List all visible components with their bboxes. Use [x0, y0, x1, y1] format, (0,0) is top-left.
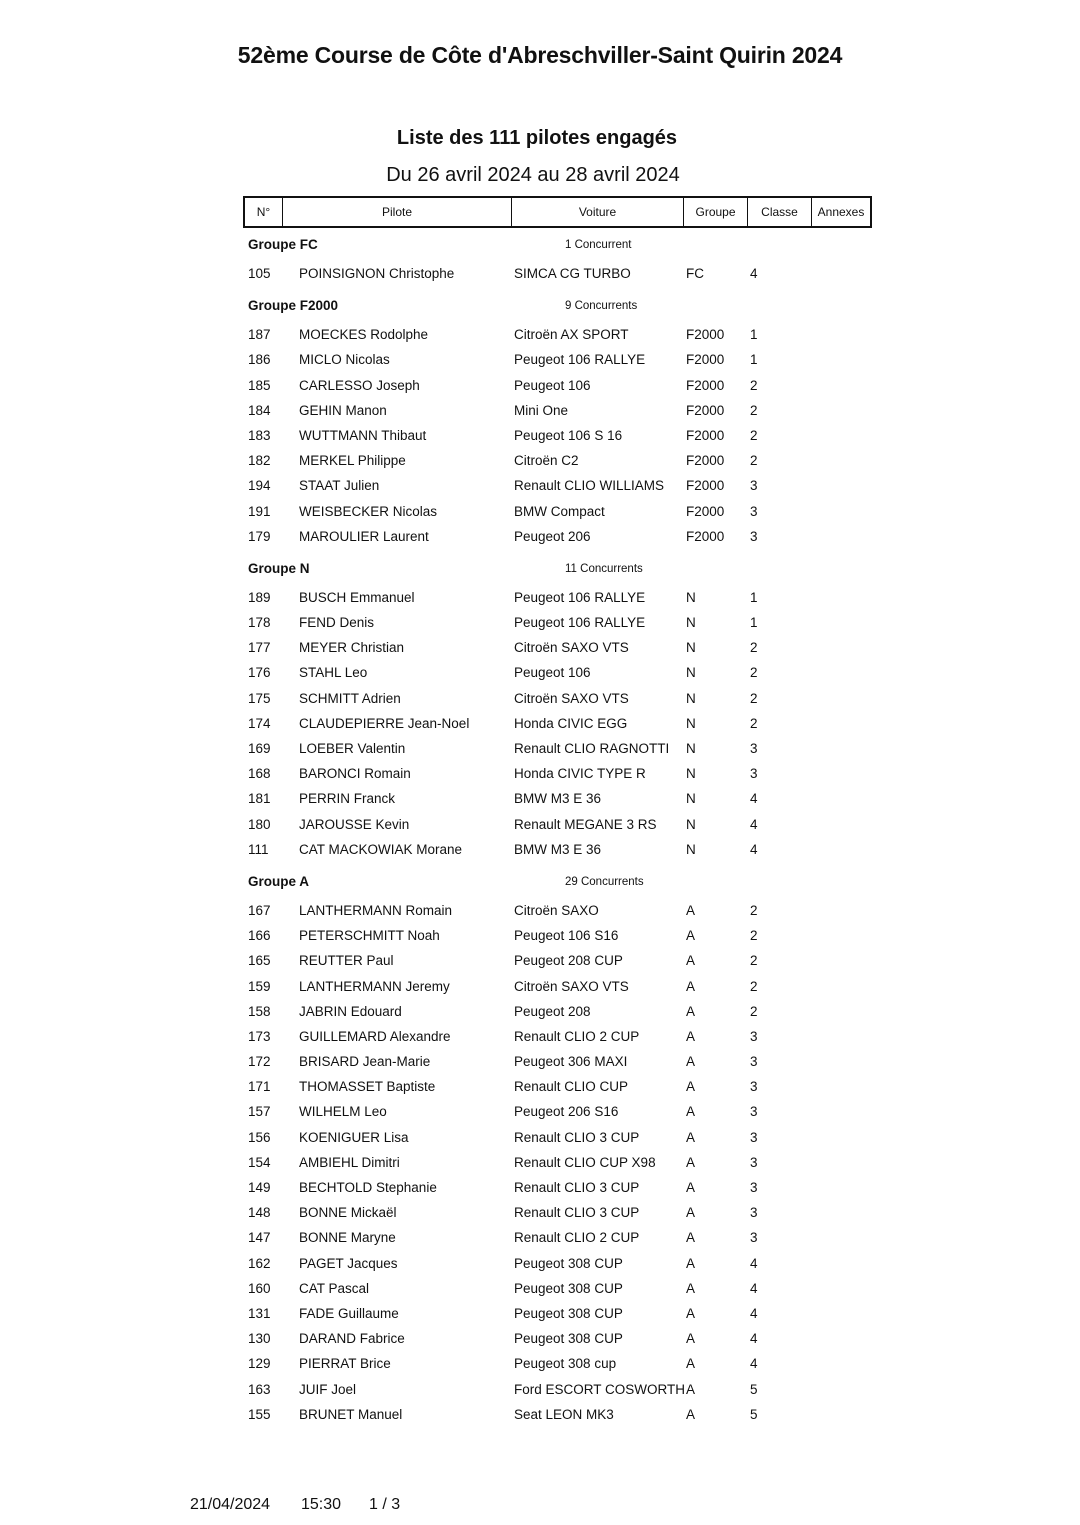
cell-pilote: MAROULIER Laurent: [299, 528, 429, 544]
cell-groupe: A: [686, 1255, 696, 1271]
cell-num: 168: [248, 766, 271, 782]
cell-groupe: N: [686, 589, 696, 605]
cell-voiture: Mini One: [514, 402, 569, 418]
cell-classe: 2: [750, 928, 758, 944]
cell-num: 167: [248, 902, 271, 918]
cell-voiture: Honda CIVIC EGG: [514, 715, 628, 731]
cell-voiture: Citroën SAXO: [514, 902, 599, 918]
cell-classe: 1: [750, 615, 758, 631]
event-dates: Du 26 avril 2024 au 28 avril 2024: [386, 164, 680, 186]
group-name: Groupe FC: [248, 237, 318, 252]
cell-num: 158: [248, 1003, 271, 1019]
cell-pilote: KOENIGUER Lisa: [299, 1129, 409, 1145]
cell-pilote: WILHELM Leo: [299, 1104, 387, 1120]
table-row: [0, 1100, 1080, 1125]
cell-pilote: STAAT Julien: [299, 478, 380, 494]
table-row: [0, 687, 1080, 712]
table-row: [0, 323, 1080, 348]
cell-pilote: FEND Denis: [299, 615, 375, 631]
cell-num: 178: [248, 615, 271, 631]
cell-voiture: Peugeot 308 CUP: [514, 1280, 623, 1296]
cell-voiture: Citroën SAXO VTS: [514, 978, 629, 994]
cell-groupe: A: [686, 1054, 696, 1070]
cell-voiture: Peugeot 106 RALLYE: [514, 615, 646, 631]
cell-num: 175: [248, 690, 271, 706]
cell-classe: 1: [750, 352, 758, 368]
cell-voiture: Renault CLIO 2 CUP: [514, 1230, 640, 1246]
cell-voiture: Peugeot 106 S16: [514, 928, 619, 944]
cell-voiture: Honda CIVIC TYPE R: [514, 766, 646, 782]
cell-num: 172: [248, 1054, 271, 1070]
footer-time: 15:30: [301, 1496, 342, 1513]
cell-pilote: GUILLEMARD Alexandre: [299, 1028, 451, 1044]
table-row: [0, 1151, 1080, 1176]
cell-num: 174: [248, 715, 271, 731]
cell-groupe: F2000: [686, 352, 725, 368]
cell-pilote: POINSIGNON Christophe: [299, 266, 455, 281]
cell-voiture: Renault MEGANE 3 RS: [514, 816, 657, 832]
cell-pilote: SCHMITT Adrien: [299, 690, 401, 706]
group-count: 1 Concurrent: [565, 239, 632, 251]
cell-classe: 5: [750, 1381, 758, 1397]
cell-voiture: Peugeot 106: [514, 665, 591, 681]
cell-classe: 2: [750, 640, 758, 656]
cell-voiture: Peugeot 208 CUP: [514, 953, 623, 969]
cell-voiture: Peugeot 306 MAXI: [514, 1054, 628, 1070]
header-classe: Classe: [748, 198, 812, 226]
cell-classe: 2: [750, 377, 758, 393]
header-annexes: Annexes: [817, 205, 865, 219]
table-row: [0, 1378, 1080, 1403]
table-row: [0, 474, 1080, 499]
cell-groupe: A: [686, 1180, 696, 1195]
cell-groupe: F2000: [686, 377, 725, 393]
cell-num: 187: [248, 327, 271, 343]
table-row: [0, 1050, 1080, 1075]
cell-num: 176: [248, 665, 271, 681]
table-row: [0, 1403, 1080, 1428]
cell-groupe: N: [686, 766, 696, 782]
group-name: Groupe A: [248, 873, 310, 889]
cell-voiture: Citroën C2: [514, 453, 579, 469]
cell-classe: 3: [750, 1028, 758, 1044]
cell-groupe: A: [686, 953, 696, 969]
cell-pilote: MICLO Nicolas: [299, 352, 390, 368]
group-name: Groupe F2000: [248, 298, 339, 314]
cell-num: 184: [248, 402, 271, 418]
cell-voiture: Renault CLIO CUP X98: [514, 1154, 656, 1170]
cell-voiture: Renault CLIO 2 CUP: [514, 1028, 640, 1044]
cell-pilote: JUIF Joel: [299, 1381, 357, 1397]
cell-classe: 3: [750, 766, 758, 782]
cell-voiture: Seat LEON MK3: [514, 1406, 614, 1422]
table-row: [0, 374, 1080, 399]
group-header: [0, 867, 1080, 899]
cell-num: 177: [248, 640, 271, 656]
table-row: [0, 399, 1080, 424]
cell-pilote: AMBIEHL Dimitri: [299, 1154, 400, 1170]
cell-classe: 2: [750, 953, 758, 969]
cell-classe: 4: [750, 1331, 758, 1347]
cell-groupe: N: [686, 741, 696, 756]
cell-groupe: A: [686, 1331, 696, 1347]
entry-list: [0, 230, 1080, 1432]
cell-groupe: A: [686, 1154, 696, 1170]
cell-pilote: BRISARD Jean-Marie: [299, 1054, 431, 1070]
table-row: [0, 500, 1080, 525]
cell-groupe: A: [686, 1003, 696, 1019]
cell-num: 131: [248, 1305, 271, 1321]
cell-pilote: REUTTER Paul: [299, 953, 394, 969]
cell-groupe: F2000: [686, 427, 725, 443]
cell-num: 166: [248, 928, 271, 944]
table-row: [0, 712, 1080, 737]
table-row: [0, 1025, 1080, 1050]
cell-classe: 2: [750, 715, 758, 731]
cell-groupe: A: [686, 1381, 696, 1397]
cell-pilote: WEISBECKER Nicolas: [299, 503, 438, 519]
cell-pilote: LANTHERMANN Jeremy: [299, 978, 450, 994]
cell-voiture: Renault CLIO CUP: [514, 1079, 629, 1095]
cell-voiture: Peugeot 208: [514, 1003, 591, 1019]
cell-pilote: BECHTOLD Stephanie: [299, 1180, 437, 1195]
cell-voiture: Peugeot 308 CUP: [514, 1305, 623, 1321]
group-header: [0, 554, 1080, 586]
cell-groupe: A: [686, 1104, 696, 1120]
cell-voiture: Peugeot 106: [514, 377, 591, 393]
cell-pilote: PERRIN Franck: [299, 791, 396, 807]
header-num: N°: [245, 198, 283, 226]
cell-groupe: A: [686, 1205, 696, 1221]
group-header: [0, 291, 1080, 323]
cell-pilote: STAHL Leo: [299, 665, 368, 681]
cell-num: 130: [248, 1331, 271, 1347]
cell-groupe: N: [686, 640, 696, 656]
cell-num: 111: [248, 841, 269, 857]
cell-num: 156: [248, 1129, 271, 1145]
group-count: 11 Concurrents: [565, 562, 643, 575]
cell-classe: 2: [750, 427, 758, 443]
cell-groupe: A: [686, 1230, 696, 1246]
cell-voiture: Peugeot 308 cup: [514, 1356, 617, 1372]
cell-voiture: Citroën SAXO VTS: [514, 690, 629, 706]
cell-voiture: Renault CLIO 3 CUP: [514, 1205, 640, 1221]
cell-groupe: A: [686, 1305, 696, 1321]
cell-classe: 3: [750, 1054, 758, 1070]
group-name: Groupe N: [248, 560, 310, 576]
cell-groupe: N: [686, 690, 696, 706]
table-row: [0, 1176, 1080, 1201]
cell-pilote: PAGET Jacques: [299, 1255, 398, 1271]
cell-classe: 2: [750, 690, 758, 706]
cell-voiture: Renault CLIO 3 CUP: [514, 1180, 640, 1195]
cell-num: 105: [248, 266, 271, 281]
cell-classe: 3: [750, 503, 758, 519]
cell-groupe: A: [686, 902, 696, 918]
header-pilote: Pilote: [283, 198, 512, 226]
cell-groupe: A: [686, 1356, 696, 1372]
cell-classe: 4: [750, 1280, 758, 1296]
table-row: [0, 449, 1080, 474]
table-row: [0, 1352, 1080, 1377]
table-row: [0, 636, 1080, 661]
cell-voiture: Peugeot 206 S16: [514, 1104, 619, 1120]
table-row: [0, 1277, 1080, 1302]
cell-num: 160: [248, 1280, 271, 1296]
cell-num: 157: [248, 1104, 271, 1120]
header-groupe: Groupe: [684, 198, 748, 226]
cell-voiture: Ford ESCORT COSWORTH: [514, 1381, 686, 1397]
table-row: [0, 924, 1080, 949]
table-row: [0, 1075, 1080, 1100]
table-row: [0, 1201, 1080, 1226]
cell-voiture: BMW M3 E 36: [514, 791, 602, 807]
cell-classe: 3: [750, 1205, 758, 1221]
cell-pilote: LANTHERMANN Romain: [299, 902, 453, 918]
cell-classe: 2: [750, 902, 758, 918]
cell-voiture: Citroën AX SPORT: [514, 327, 629, 343]
cell-pilote: MOECKES Rodolphe: [299, 327, 429, 343]
group-count: 29 Concurrents: [565, 875, 644, 888]
cell-num: 180: [248, 816, 271, 832]
cell-pilote: LOEBER Valentin: [299, 741, 406, 756]
cell-groupe: A: [686, 978, 696, 994]
table-row: [0, 262, 1080, 287]
cell-classe: 3: [750, 741, 758, 756]
table-row: [0, 813, 1080, 838]
table-row: [0, 348, 1080, 373]
header-voiture: Voiture: [512, 198, 684, 226]
cell-groupe: A: [686, 1028, 696, 1044]
cell-classe: 3: [750, 1104, 758, 1120]
cell-classe: 2: [750, 1003, 758, 1019]
cell-classe: 3: [750, 1079, 758, 1095]
cell-voiture: Peugeot 106 RALLYE: [514, 352, 646, 368]
table-row: [0, 1252, 1080, 1277]
table-row: [0, 661, 1080, 686]
cell-voiture: BMW M3 E 36: [514, 841, 602, 857]
cell-groupe: N: [686, 841, 696, 857]
cell-classe: 3: [750, 528, 758, 544]
footer-date: 21/04/2024: [190, 1496, 271, 1513]
cell-num: 149: [248, 1180, 271, 1195]
table-row: [0, 737, 1080, 762]
cell-num: 186: [248, 352, 271, 368]
cell-classe: 1: [750, 589, 758, 605]
cell-num: 148: [248, 1205, 271, 1221]
cell-voiture: Peugeot 206: [514, 528, 591, 544]
cell-voiture: Citroën SAXO VTS: [514, 640, 629, 656]
cell-groupe: F2000: [686, 478, 725, 494]
cell-pilote: JAROUSSE Kevin: [299, 816, 410, 832]
cell-num: 173: [248, 1028, 271, 1044]
cell-num: 191: [248, 503, 271, 519]
cell-num: 182: [248, 453, 271, 469]
cell-num: 183: [248, 427, 271, 443]
cell-groupe: F2000: [686, 503, 725, 519]
table-row: [0, 975, 1080, 1000]
cell-groupe: N: [686, 665, 696, 681]
cell-pilote: DARAND Fabrice: [299, 1331, 405, 1347]
cell-num: 194: [248, 478, 271, 494]
cell-pilote: WUTTMANN Thibaut: [299, 427, 427, 443]
cell-classe: 2: [750, 453, 758, 469]
table-header: [243, 196, 872, 228]
cell-num: 181: [248, 791, 271, 807]
cell-groupe: N: [686, 615, 696, 631]
cell-voiture: Renault CLIO RAGNOTTI: [514, 741, 670, 756]
cell-classe: 3: [750, 1180, 758, 1195]
cell-pilote: FADE Guillaume: [299, 1305, 399, 1321]
cell-num: 129: [248, 1356, 271, 1372]
cell-classe: 5: [750, 1406, 758, 1422]
cell-pilote: CAT Pascal: [299, 1280, 370, 1296]
cell-pilote: BONNE Maryne: [299, 1230, 396, 1246]
cell-groupe: N: [686, 791, 696, 807]
cell-num: 163: [248, 1381, 271, 1397]
cell-voiture: Peugeot 308 CUP: [514, 1331, 623, 1347]
cell-groupe: F2000: [686, 453, 725, 469]
cell-pilote: BRUNET Manuel: [299, 1406, 403, 1422]
cell-num: 154: [248, 1154, 271, 1170]
cell-classe: 3: [750, 1154, 758, 1170]
cell-classe: 4: [750, 816, 758, 832]
cell-voiture: Peugeot 106 RALLYE: [514, 589, 646, 605]
table-row: [0, 424, 1080, 449]
cell-classe: 4: [750, 1356, 758, 1372]
cell-voiture: Peugeot 106 S 16: [514, 427, 623, 443]
cell-groupe: FC: [686, 266, 704, 281]
cell-pilote: GEHIN Manon: [299, 402, 387, 418]
cell-pilote: CARLESSO Joseph: [299, 377, 420, 393]
cell-groupe: A: [686, 928, 696, 944]
cell-num: 185: [248, 377, 271, 393]
cell-groupe: A: [686, 1280, 696, 1296]
cell-pilote: MERKEL Philippe: [299, 453, 406, 469]
cell-pilote: MEYER Christian: [299, 640, 405, 656]
cell-voiture: Renault CLIO WILLIAMS: [514, 478, 665, 494]
cell-pilote: THOMASSET Baptiste: [299, 1079, 436, 1095]
table-row: [0, 525, 1080, 550]
cell-pilote: BARONCI Romain: [299, 766, 411, 782]
cell-groupe: A: [686, 1406, 696, 1422]
cell-classe: 4: [750, 791, 758, 807]
cell-groupe: F2000: [686, 327, 725, 343]
cell-classe: 4: [750, 1255, 758, 1271]
cell-classe: 4: [750, 266, 758, 281]
cell-num: 169: [248, 741, 271, 756]
table-row: [0, 899, 1080, 924]
cell-classe: 4: [750, 841, 758, 857]
cell-classe: 1: [750, 327, 758, 343]
table-row: [0, 787, 1080, 812]
cell-classe: 2: [750, 978, 758, 994]
table-row: [0, 949, 1080, 974]
cell-groupe: N: [686, 715, 696, 731]
group-header: [0, 230, 1080, 262]
cell-voiture: SIMCA CG TURBO: [514, 266, 631, 281]
cell-classe: 3: [750, 1129, 758, 1145]
page-subtitle: Liste des 111 pilotes engagés: [396, 127, 678, 149]
table-row: [0, 611, 1080, 636]
cell-voiture: Renault CLIO 3 CUP: [514, 1129, 640, 1145]
cell-num: 159: [248, 978, 271, 994]
cell-num: 171: [248, 1079, 271, 1095]
cell-num: 162: [248, 1255, 271, 1271]
cell-num: 179: [248, 528, 271, 544]
cell-pilote: PIERRAT Brice: [299, 1356, 391, 1372]
cell-classe: 3: [750, 478, 758, 494]
page-title: 52ème Course de Côte d'Abreschviller-Saint Quirin 2024: [237, 42, 843, 68]
table-row: [0, 762, 1080, 787]
cell-num: 155: [248, 1406, 271, 1422]
table-row: [0, 838, 1080, 863]
cell-groupe: F2000: [686, 402, 725, 418]
group-count: 9 Concurrents: [565, 300, 638, 313]
cell-voiture: Peugeot 308 CUP: [514, 1255, 623, 1271]
table-row: [0, 586, 1080, 611]
cell-num: 189: [248, 589, 271, 605]
cell-classe: 2: [750, 665, 758, 681]
cell-pilote: CLAUDEPIERRE Jean-Noel: [299, 715, 470, 731]
cell-pilote: JABRIN Edouard: [299, 1003, 402, 1019]
cell-pilote: BONNE Mickaël: [299, 1205, 397, 1221]
cell-groupe: F2000: [686, 528, 725, 544]
cell-num: 165: [248, 953, 271, 969]
table-row: [0, 1226, 1080, 1251]
cell-groupe: N: [686, 816, 696, 832]
cell-groupe: A: [686, 1079, 696, 1095]
table-row: [0, 1302, 1080, 1327]
cell-groupe: A: [686, 1129, 696, 1145]
cell-classe: 3: [750, 1230, 758, 1246]
table-row: [0, 1327, 1080, 1352]
cell-classe: 4: [750, 1305, 758, 1321]
footer-page-number: 1 / 3: [369, 1496, 401, 1513]
cell-num: 147: [248, 1230, 271, 1246]
group-spacer: [0, 1428, 1080, 1432]
cell-pilote: CAT MACKOWIAK Morane: [299, 841, 463, 857]
cell-pilote: PETERSCHMITT Noah: [299, 928, 440, 944]
cell-pilote: BUSCH Emmanuel: [299, 589, 415, 605]
table-row: [0, 1000, 1080, 1025]
table-row: [0, 1126, 1080, 1151]
cell-voiture: BMW Compact: [514, 503, 605, 519]
cell-classe: 2: [750, 402, 758, 418]
